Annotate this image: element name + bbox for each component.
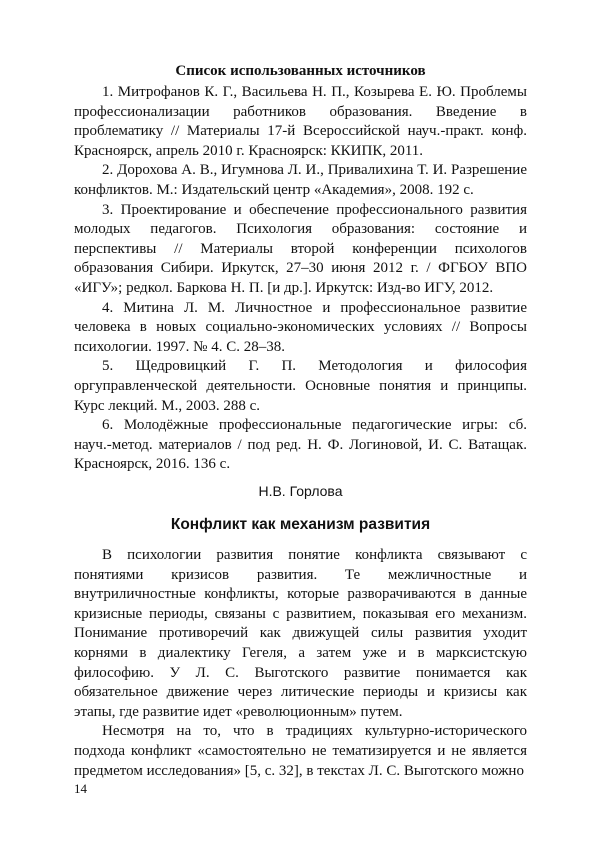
reference-item-1: 1. Митрофанов К. Г., Васильева Н. П., Козырева Е. Ю. Проблемы профессионализации работников образования. Введение в проблематику // Материалы 17-й Всероссийской науч.-практ. конф. Красноярск, апрель 2010 г. Красноярск: ККИПК, 2011. (74, 84, 527, 159)
page-number: 14 (74, 781, 87, 796)
reference-item-5: 5. Щедровицкий Г. П. Методология и философия оргуправленческой деятельности. Основные понятия и принципы. Курс лекций. М., 2003. 288 с. (74, 358, 527, 414)
article-body (74, 546, 527, 781)
body-paragraph-2: Несмотря на то, что в традициях культурно-исторического подхода конфликт «самостоятельно не тематизируется и не является предметом исследования» [5, с. 32], в текстах Л. С. Выготского можно (74, 723, 527, 779)
reference-item-6: 6. Молодёжные профессиональные педагогические игры: сб. науч.-метод. материалов / под ред. Н. Ф. Логиновой, И. С. Ватащак. Красноярск, 2016. 136 с. (74, 417, 527, 473)
article-author: Н.В. Горлова (258, 483, 343, 499)
references-section (74, 62, 527, 475)
reference-item-2: 2. Дорохова А. В., Игумнова Л. И., Привалихина Т. И. Разрешение конфликтов. М.: Издательский центр «Академия», 2008. 192 с. (74, 162, 527, 198)
reference-item-4: 4. Митина Л. М. Личностное и профессиональное развитие человека в новых социально-экономических условиях // Вопросы психологии. 1997. № 4. С. 28–38. (74, 299, 527, 355)
body-paragraph-1: В психологии развития понятие конфликта связывают с понятиями кризисов развития. Те межличностные и внутриличностные конфликты, которые разворачиваются в данные кризисные периоды, связаны с развитием, показывая его механизм. Понимание противоречий как движущей силы развития уходит корнями в диалектику Гегеля, а затем уже и в марксистскую философию. У Л. С. Выготского развитие понимается как обязательное движение через литические периоды и кризисы как этапы, где развитие идет «революционным» путем. (74, 547, 527, 720)
reference-item-3: 3. Проектирование и обеспечение профессионального развития молодых педагогов. Психология образования: состояние и перспективы // Материалы второй конференции психологов образования Сибири. Иркутск, 27–30 июня 2012 г. / ФГБОУ ВПО «ИГУ»; редкол. Баркова Н. П. [и др.]. Иркутск: Изд-во ИГУ, 2012. (74, 201, 527, 296)
article-title: Конфликт как механизм развития (170, 516, 431, 533)
references-heading: Список использованных источников (175, 63, 426, 79)
